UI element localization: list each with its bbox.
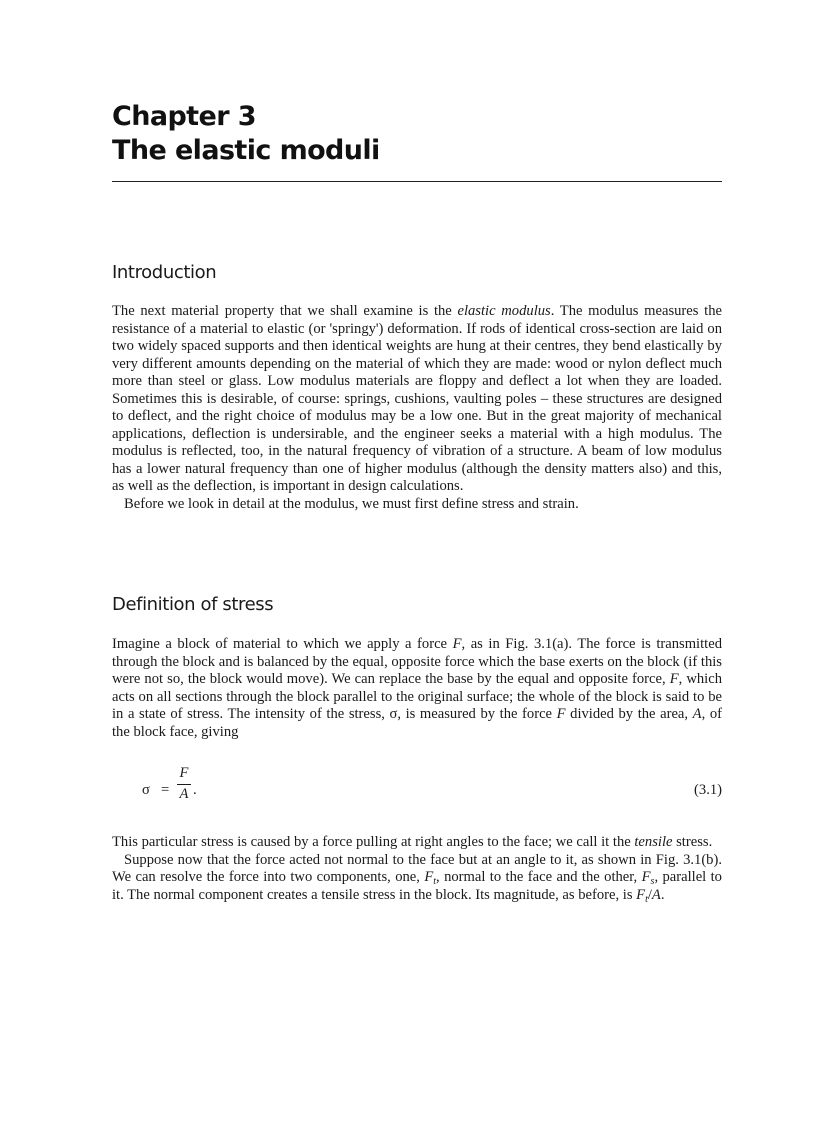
equation-equals: = — [161, 782, 170, 798]
stress-paragraph-3: Suppose now that the force acted not normal to the face but at an angle to it, as shown in Fig. 3.1(b). We can resolve the force into two components, one, $F_t$, normal to the face and the other, $F_s$, parallel to it. The normal component creates a tensile stress in the block. Its magnitude, as before, is $F_t/A$. — [112, 851, 722, 905]
equation-lhs: σ — [142, 782, 150, 798]
introduction-paragraph-2: Before we look in detail at the modulus, we must first define stress and strain. — [124, 495, 579, 512]
section-heading-introduction: Introduction — [112, 262, 217, 283]
term-tensile: tensile — [634, 834, 673, 850]
stress-body-continued — [112, 834, 722, 904]
introduction-body — [112, 303, 722, 513]
fraction-bar — [177, 784, 191, 785]
equation-numerator: F — [179, 765, 189, 781]
equation-denominator: A — [179, 786, 189, 802]
introduction-paragraph-1: The next material property that we shall examine is the elastic modulus. The modulus measures the resistance of a material to elastic (or 'springy') deformation. If rods of identical cross-section are laid on two widely spaced supports and then identical weights are hung at their centres, they bend elastically by very different amounts depending on the material of which they are made: wood or nylon deflect much more than steel or glass. Low modulus materials are floppy and deflect a lot when they are loaded. Sometimes this is desirable, of course: springs, cushions, vaulting poles – these structures are designed to deflect, and the right choice of modulus may be a low one. But in the great majority of mechanical applications, deflection is undersirable, and the engineer seeks a material with a high modulus. The modulus is reflected, too, in the natural frequency of vibration of a structure. A beam of low modulus has a lower natural frequency than one of higher modulus (although the density matters also) and this, as well as the deflection, is important in design calculations. — [112, 303, 722, 494]
section-heading-definition-of-stress: Definition of stress — [112, 594, 274, 615]
equation-fraction — [177, 765, 191, 803]
chapter-heading — [112, 100, 724, 168]
equation-3-1 — [112, 765, 722, 815]
chapter-number: Chapter 3 — [112, 101, 256, 132]
stress-paragraph-2: This particular stress is caused by a force pulling at right angles to the face; we call it the tensile stress. — [112, 834, 713, 850]
chapter-title-rule — [112, 181, 722, 182]
term-elastic-modulus: elastic modulus — [457, 303, 551, 319]
equation-number: (3.1) — [694, 782, 722, 798]
equation-trailing-period: . — [193, 782, 197, 798]
stress-body-intro — [112, 636, 722, 741]
chapter-title: The elastic moduli — [112, 135, 380, 166]
stress-paragraph-1: Imagine a block of material to which we apply a force F, as in Fig. 3.1(a). The force is transmitted through the block and is balanced by the equal, opposite force which the base exerts on the block (if this were not so, the block would move). We can replace the base by the equal and opposite force, F, which acts on all sections through the block parallel to the original surface; the whole of the block is said to be in a state of stress. The intensity of the stress, σ, is measured by the force F divided by the area, A, of the block face, giving — [112, 636, 723, 740]
